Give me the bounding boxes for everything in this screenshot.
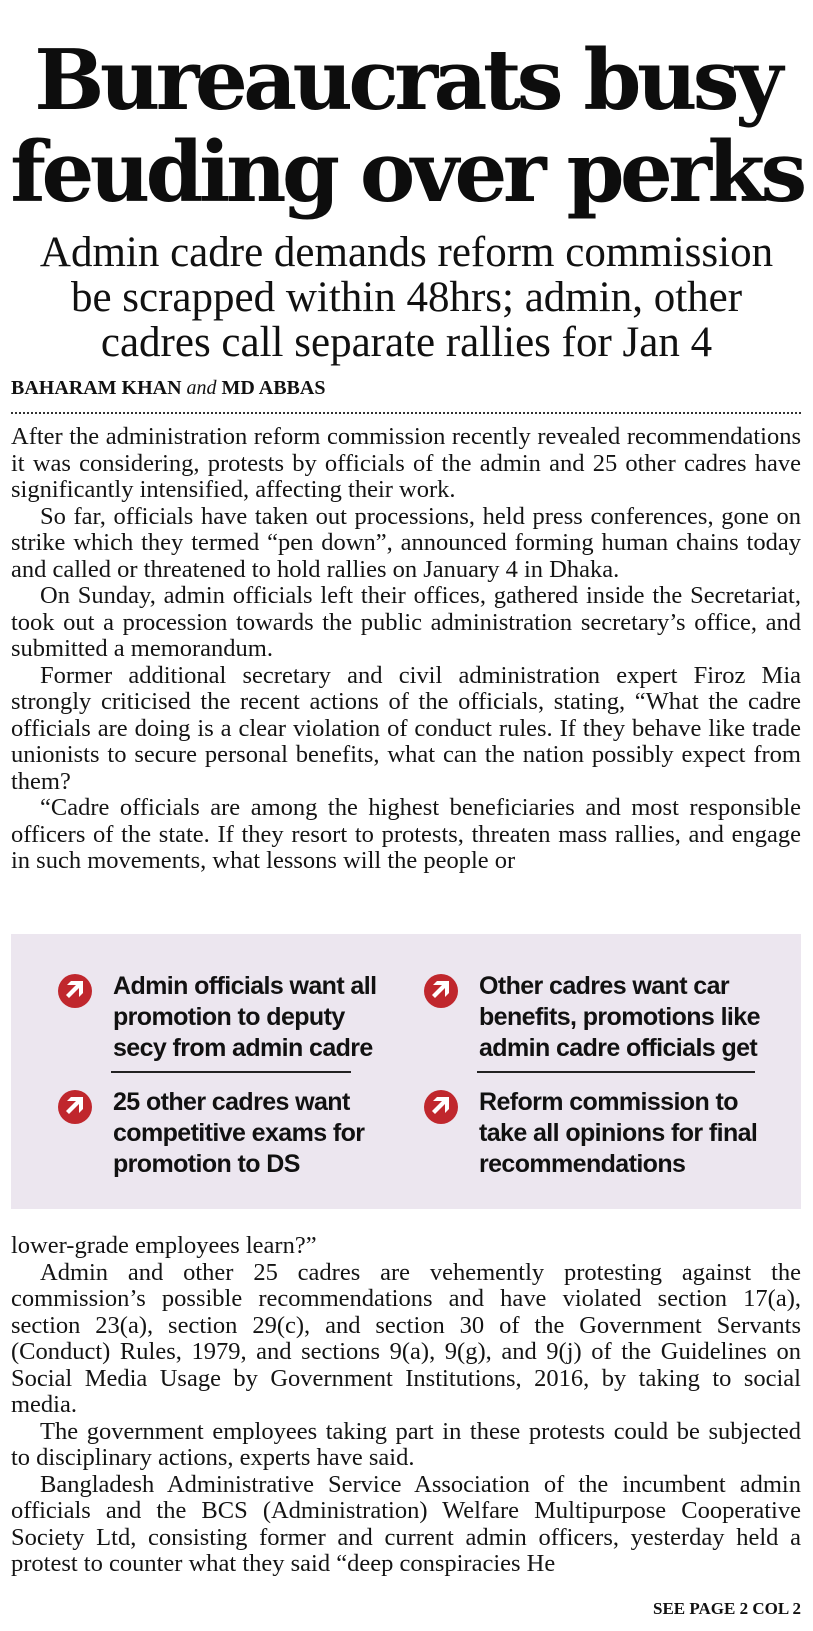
body-paragraph: So far, officials have taken out processions, held press conferences, gone on strike which they termed “pen down”, announced forming human chains today and called or threatened to hold rallies on January 4 in Dhaka.: [11, 502, 801, 583]
headline: [0, 31, 813, 221]
highlight-divider: [111, 1071, 351, 1073]
highlight-divider: [477, 1071, 755, 1073]
body-paragraph: After the administration reform commission recently revealed recommendations it was considering, protests by officials of the admin and 25 other cadres have significantly intensified, affecting their work.: [11, 423, 801, 503]
arrow-up-right-circle-icon: [57, 1089, 93, 1125]
body-paragraph: lower-grade employees learn?”: [11, 1232, 317, 1259]
headline-line: feuding over perks: [10, 123, 803, 221]
byline: [11, 376, 325, 400]
headline-line: Bureaucrats busy: [34, 31, 779, 129]
highlight-text: 25 other cadres want competitive exams for promotion to DS: [113, 1088, 365, 1178]
body-paragraph: Former additional secretary and civil administration expert Firoz Mia strongly criticised the recent actions of the officials, stating, “What the cadre officials are doing is a clear violation of conduct rules. If they behave like trade unionists to secure personal benefits, what can the nation possibly expect from them?: [11, 661, 801, 795]
deck-line: cadres call separate rallies for Jan 4: [100, 319, 713, 366]
arrow-up-right-circle-icon: [423, 973, 459, 1009]
deck-line: be scrapped within 48hrs; admin, other: [70, 274, 743, 321]
author-name: MD ABBAS: [221, 377, 326, 399]
continuation-jump-link[interactable]: SEE PAGE 2 COL 2: [653, 1599, 801, 1618]
article-body-top: [11, 424, 801, 875]
highlight-text: Reform commission to take all opinions for final recommendations: [479, 1088, 758, 1178]
arrow-up-right-circle-icon: [57, 973, 93, 1009]
article-body-bottom: [11, 1233, 801, 1578]
highlight-text: Other cadres want car benefits, promotions like admin cadre officials get: [479, 972, 760, 1062]
highlight-text: Admin officials want all promotion to deputy secy from admin cadre: [113, 972, 377, 1062]
body-paragraph: Admin and other 25 cadres are vehemently protesting against the commission’s possible recommendations and have violated section 17(a), section 23(a), section 29(c), and section 30 of the Government Servants (Conduct) Rules, 1979, and sections 9(a), 9(g), and 9(j) of the Guidelines on Social Media Usage by Government Institutions, 2016, by taking to social media.: [11, 1258, 801, 1418]
body-paragraph: On Sunday, admin officials left their offices, gathered inside the Secretariat, took out a procession towards the public administration secretary’s office, and submitted a memorandum.: [11, 582, 801, 662]
body-paragraph: Bangladesh Administrative Service Association of the incumbent admin officials and the BCS (Administration) Welfare Multipurpose Cooperative Society Ltd, consisting former and current admin officers, yesterday held a protest to counter what they said “deep conspiracies He: [11, 1470, 801, 1577]
arrow-up-right-circle-icon: [423, 1089, 459, 1125]
author-name: BAHARAM KHAN: [11, 377, 182, 399]
byline-divider: [11, 412, 801, 414]
body-paragraph: “Cadre officials are among the highest beneficiaries and most responsible officers of the state. If they resort to protests, threaten mass rallies, and engage in such movements, what lessons will the people or: [11, 794, 801, 874]
deck-line: Admin cadre demands reform commission: [39, 229, 774, 276]
byline-conjunction: and: [186, 377, 217, 399]
body-paragraph: The government employees taking part in these protests could be subjected to disciplinary actions, experts have said.: [11, 1417, 801, 1471]
deck-subheadline: [0, 230, 813, 365]
